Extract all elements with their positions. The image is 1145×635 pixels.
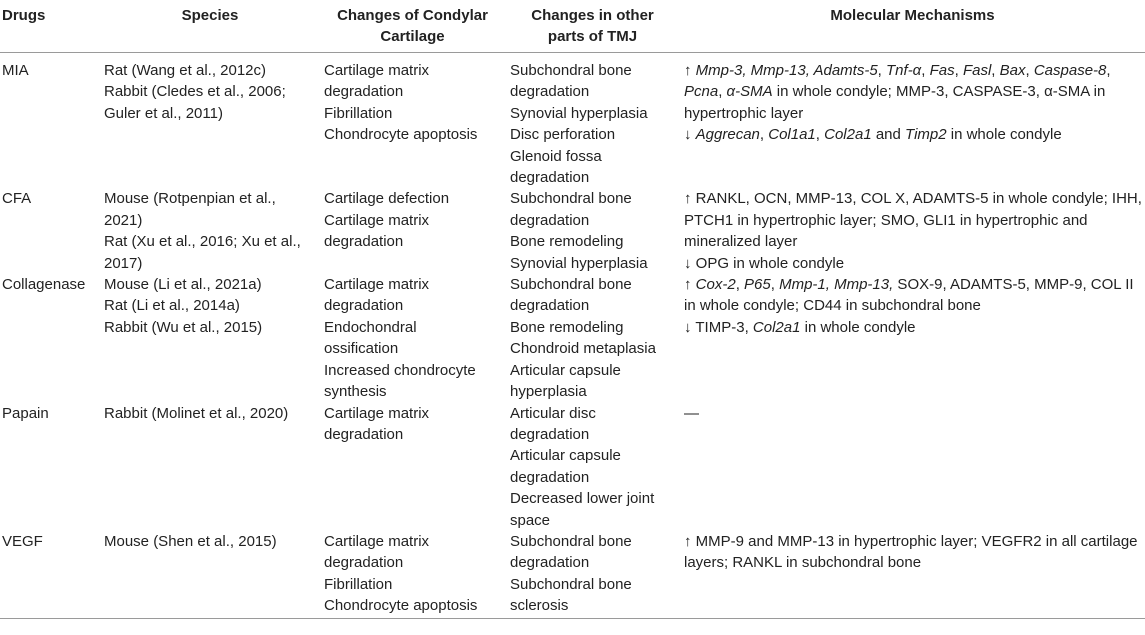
drug-cell [0, 531, 100, 618]
mechanism-text: , [770, 276, 780, 294]
mechanism-line [684, 81, 1143, 102]
gene-name: α-SMA [726, 83, 773, 101]
mechanism-text: SOX-9, ADAMTS-5, MMP-9, COL II [893, 276, 1134, 294]
mechanism-text: and [871, 126, 906, 144]
drug-cell [0, 53, 100, 189]
species-line: 2021) [104, 211, 143, 229]
header-row [0, 0, 1145, 53]
other-tmj-changes-cell [505, 531, 680, 618]
other-change-line: Subchondral bone [510, 62, 632, 79]
header-line: Changes in other [531, 7, 654, 24]
gene-name: Fasl [962, 62, 992, 79]
cartilage-change-line: ossification [324, 340, 399, 358]
species-line: Rat (Li et al., 2014a) [104, 297, 240, 315]
mechanism-text: ↓ [684, 126, 696, 144]
cartilage-change-line: degradation [324, 554, 404, 572]
mechanism-text: , [735, 276, 745, 294]
mechanism-text: , [1025, 62, 1034, 79]
other-tmj-changes-cell [505, 403, 680, 531]
other-change-line: Subchondral bone [510, 532, 632, 550]
cartilage-changes-cell [320, 53, 505, 189]
cartilage-change-line: Cartilage matrix [324, 211, 430, 229]
cartilage-change-line: degradation [324, 83, 404, 101]
gene-name: Col2a1 [824, 126, 872, 144]
mechanism-text: in whole condyle; CD44 in subchondral bone [684, 297, 981, 315]
species-line: Rabbit (Cledes et al., 2006; [104, 83, 286, 101]
other-change-line: sclerosis [510, 597, 569, 615]
mechanism-line [684, 124, 1143, 145]
drug-name: CFA [2, 190, 32, 208]
species-line: Rat (Xu et al., 2016; Xu et al., [104, 233, 301, 251]
mechanism-line [684, 60, 1143, 81]
cartilage-changes-cell [320, 188, 505, 274]
cartilage-change-line: Fibrillation [324, 575, 393, 593]
other-change-line: degradation [510, 169, 590, 187]
table-row [0, 188, 1145, 274]
mechanism-text: , [877, 62, 887, 79]
drug-cell [0, 403, 100, 531]
mechanism-text: PTCH1 in hypertrophic layer; SMO, GLI1 in hypertrophic and [684, 211, 1088, 229]
cartilage-change-line: Cartilage defection [324, 190, 450, 208]
other-change-line: Subchondral bone [510, 575, 632, 593]
gene-name: Col2a1 [752, 318, 801, 336]
table-row [0, 274, 1145, 402]
header-drugs [0, 0, 100, 53]
mechanism-line [684, 531, 1143, 552]
cartilage-changes-cell [320, 274, 505, 402]
mechanism-line [684, 188, 1143, 209]
mechanism-line [684, 274, 1143, 295]
gene-name: Pcna [684, 83, 719, 101]
other-change-line: Bone remodeling [510, 233, 624, 251]
gene-name: Tnf-α [886, 62, 922, 79]
cartilage-change-line: Fibrillation [324, 104, 393, 122]
gene-name: Fas [929, 62, 955, 79]
cartilage-change-line: Chondrocyte apoptosis [324, 597, 478, 615]
species-line: 2017) [104, 254, 143, 272]
mechanism-text: ↑ [684, 276, 696, 294]
other-change-line: degradation [510, 554, 590, 572]
molecular-mechanisms-cell [680, 53, 1145, 189]
other-change-line: degradation [510, 211, 590, 229]
table-row [0, 531, 1145, 618]
gene-name: Caspase-8 [1033, 62, 1107, 79]
cartilage-change-line: Cartilage matrix [324, 276, 430, 294]
other-tmj-changes-cell [505, 53, 680, 189]
other-change-line: Articular capsule [510, 447, 621, 465]
header-species [100, 0, 320, 53]
other-change-line: degradation [510, 83, 590, 101]
species-line: Guler et al., 2011) [104, 104, 223, 122]
gene-name: Bax [999, 62, 1026, 79]
molecular-mechanisms-cell [680, 403, 1145, 531]
other-change-line: Glenoid fossa [510, 147, 602, 165]
gene-name: Mmp-3, Mmp-13, Adamts-5 [695, 62, 878, 79]
cartilage-change-line: degradation [324, 297, 404, 315]
species-line: Mouse (Rotpenpian et al., [104, 190, 276, 208]
other-change-line: Synovial hyperplasia [510, 104, 648, 122]
other-tmj-changes-cell [505, 188, 680, 274]
mechanism-text: ↑ RANKL, OCN, MMP-13, COL X, ADAMTS-5 in whole condyle; IHH, [684, 190, 1142, 208]
header-other-tmj [505, 0, 680, 53]
table-row [0, 53, 1145, 189]
mechanism-text: ↓ TIMP-3, [684, 318, 753, 336]
mechanism-line [684, 317, 1143, 338]
other-change-line: degradation [510, 468, 590, 486]
species-line: Rabbit (Wu et al., 2015) [104, 318, 263, 336]
mechanism-text: in whole condyle [946, 126, 1062, 144]
drug-cell [0, 274, 100, 402]
species-cell [100, 274, 320, 402]
cartilage-change-line: synthesis [324, 383, 387, 401]
mechanism-text: in whole condyle [800, 318, 916, 336]
gene-name: Cox-2 [695, 276, 736, 294]
cartilage-change-line: Increased chondrocyte [324, 361, 476, 379]
cartilage-change-line: Chondrocyte apoptosis [324, 126, 478, 144]
header-line: parts of TMJ [547, 28, 638, 45]
cartilage-change-line: degradation [324, 233, 404, 251]
molecular-mechanisms-cell [680, 188, 1145, 274]
other-tmj-changes-cell [505, 274, 680, 402]
mechanism-text: layers; RANKL in subchondral bone [684, 554, 922, 572]
mechanism-line [684, 295, 1143, 316]
mechanism-text: ↑ MMP-9 and MMP-13 in hypertrophic layer; VEGFR2 in all cartilage [684, 532, 1138, 550]
other-change-line: space [510, 511, 551, 529]
other-change-line: Disc perforation [510, 126, 616, 144]
species-cell [100, 188, 320, 274]
header-molecular-mechanisms [680, 0, 1145, 53]
drug-name: Papain [2, 404, 49, 422]
header-condylar-cartilage [320, 0, 505, 53]
header-line: Molecular Mechanisms [830, 7, 995, 24]
mechanism-text: , [1106, 62, 1111, 79]
drug-name: Collagenase [2, 276, 86, 294]
species-line: Rabbit (Molinet et al., 2020) [104, 404, 289, 422]
gene-name: Mmp-1, Mmp-13, [779, 276, 894, 294]
drug-name: MIA [2, 62, 29, 79]
mechanism-line [684, 253, 1143, 274]
mechanism-line [684, 403, 1143, 424]
gene-name: P65 [744, 276, 771, 294]
mechanism-text: mineralized layer [684, 233, 798, 251]
header-line: Cartilage [380, 28, 445, 45]
molecular-mechanisms-cell [680, 274, 1145, 402]
table-row [0, 403, 1145, 531]
cartilage-changes-cell [320, 531, 505, 618]
mechanism-text: — [684, 404, 699, 422]
gene-name: Col1a1 [768, 126, 816, 144]
drug-cell [0, 188, 100, 274]
species-cell [100, 403, 320, 531]
cartilage-change-line: Cartilage matrix [324, 404, 430, 422]
cartilage-change-line: Cartilage matrix [324, 62, 430, 79]
mechanism-line [684, 210, 1143, 231]
cartilage-change-line: degradation [324, 425, 404, 443]
cartilage-change-line: Endochondral [324, 318, 417, 336]
molecular-mechanisms-cell [680, 531, 1145, 618]
mechanism-text: , [815, 126, 825, 144]
species-line: Mouse (Shen et al., 2015) [104, 532, 277, 550]
other-change-line: Bone remodeling [510, 318, 624, 336]
other-change-line: degradation [510, 425, 590, 443]
other-change-line: hyperplasia [510, 383, 587, 401]
mechanism-line [684, 231, 1143, 252]
species-line: Mouse (Li et al., 2021a) [104, 276, 262, 294]
other-change-line: Chondroid metaplasia [510, 340, 656, 358]
mechanism-text: ↓ OPG in whole condyle [684, 254, 845, 272]
table-body [0, 53, 1145, 619]
other-change-line: degradation [510, 297, 590, 315]
mechanism-text: , [718, 83, 727, 101]
other-change-line: Synovial hyperplasia [510, 254, 648, 272]
header-line: Changes of Condylar [337, 7, 488, 24]
mechanism-text: , [921, 62, 930, 79]
other-change-line: Articular capsule [510, 361, 621, 379]
mechanism-text: hypertrophic layer [684, 104, 804, 122]
header-line: Drugs [2, 7, 46, 24]
species-cell [100, 531, 320, 618]
mechanism-text: in whole condyle; MMP-3, CASPASE-3, α-SMA in [772, 83, 1106, 101]
other-change-line: Subchondral bone [510, 276, 632, 294]
drug-name: VEGF [2, 532, 43, 550]
other-change-line: Decreased lower joint [510, 490, 655, 508]
mechanism-line [684, 552, 1143, 573]
cartilage-changes-cell [320, 403, 505, 531]
mechanism-text: , [954, 62, 963, 79]
mechanism-line [684, 103, 1143, 124]
header-line: Species [181, 7, 239, 24]
other-change-line: Subchondral bone [510, 190, 632, 208]
cartilage-change-line: Cartilage matrix [324, 532, 430, 550]
species-cell [100, 53, 320, 189]
gene-name: Aggrecan [695, 126, 760, 144]
species-line: Rat (Wang et al., 2012c) [104, 62, 267, 79]
mechanism-text: ↑ [684, 62, 696, 79]
mechanism-text: , [991, 62, 1000, 79]
mechanism-text: , [759, 126, 769, 144]
gene-name: Timp2 [905, 126, 947, 144]
other-change-line: Articular disc [510, 404, 596, 422]
